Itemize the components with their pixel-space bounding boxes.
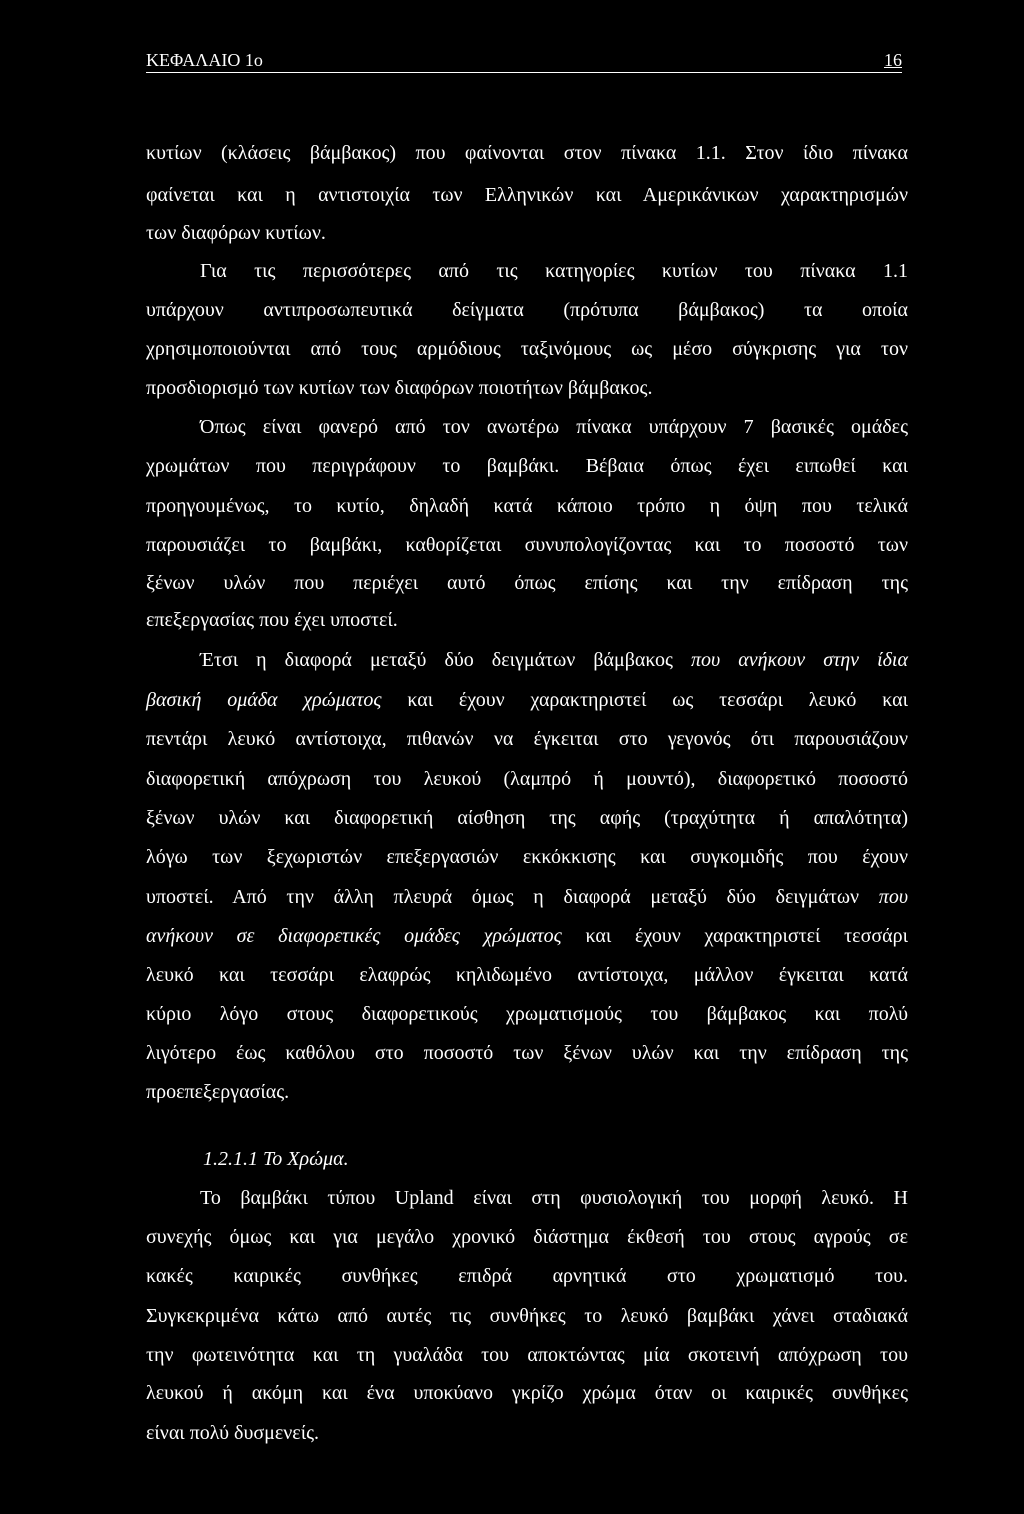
text-line: υπάρχουν αντιπροσωπευτικά δείγματα (πρότυπα βάμβακος) τα οποία xyxy=(146,299,908,321)
text-line: Έτσι η διαφορά μεταξύ δύο δειγμάτων βάμβακος που ανήκουν στην ίδια xyxy=(200,649,908,671)
text-line: κυτίων (κλάσεις βάμβακος) που φαίνονται στον πίνακα 1.1. Στον ίδιο πίνακα xyxy=(146,142,908,164)
text-line: παρουσιάζει το βαμβάκι, καθορίζεται συνυπολογίζοντας και το ποσοστό των xyxy=(146,534,908,556)
text-line: βασική ομάδα χρώματος και έχουν χαρακτηριστεί ως τεσσάρι λευκό και xyxy=(146,689,908,711)
text-line: φαίνεται και η αντιστοιχία των Ελληνικών και Αμερικάνικων χαρακτηρισμών xyxy=(146,184,908,206)
text-line: είναι πολύ δυσμενείς. xyxy=(146,1422,319,1444)
text-line: διαφορετική απόχρωση του λευκού (λαμπρό ή μουντό), διαφορετικό ποσοστό xyxy=(146,768,908,790)
text-line: Για τις περισσότερες από τις κατηγορίες κυτίων του πίνακα 1.1 xyxy=(200,260,908,282)
text-line: Όπως είναι φανερό από τον ανωτέρω πίνακα υπάρχουν 7 βασικές ομάδες xyxy=(200,416,908,438)
text-line: ξένων υλών που περιέχει αυτό όπως επίσης και την επίδραση της xyxy=(146,572,908,594)
text-line: κύριο λόγο στους διαφορετικούς χρωματισμούς του βάμβακος και πολύ xyxy=(146,1003,908,1025)
chapter-title: ΚΕΦΑΛΑΙΟ 1ο xyxy=(146,50,263,70)
text-line: επεξεργασίας που έχει υποστεί. xyxy=(146,609,398,631)
text-line: των διαφόρων κυτίων. xyxy=(146,222,326,244)
text-line: ξένων υλών και διαφορετική αίσθηση της αφής (τραχύτητα ή απαλότητα) xyxy=(146,807,908,829)
italic-phrase: βασική ομάδα χρώματος xyxy=(146,689,382,711)
text-line: Το βαμβάκι τύπου Upland είναι στη φυσιολογική του μορφή λευκό. Η xyxy=(200,1187,908,1209)
text-line: υποστεί. Από την άλλη πλευρά όμως η διαφορά μεταξύ δύο δειγμάτων που xyxy=(146,886,908,908)
text-line: χρωμάτων που περιγράφουν το βαμβάκι. Βέβαια όπως έχει ειπωθεί και xyxy=(146,455,908,477)
page-header xyxy=(146,48,902,73)
text-line: συνεχής όμως και για μεγάλο χρονικό διάστημα έκθεσή του στους αγρούς σε xyxy=(146,1226,908,1248)
page-number: 16 xyxy=(884,50,902,70)
text-line: την φωτεινότητα και τη γυαλάδα του αποκτώντας μία σκοτεινή απόχρωση του xyxy=(146,1344,908,1366)
text-line: πεντάρι λευκό αντίστοιχα, πιθανών να έγκειται στο γεγονός ότι παρουσιάζουν xyxy=(146,728,908,750)
text-line: προεπεξεργασίας. xyxy=(146,1081,290,1103)
italic-phrase: ανήκουν σε διαφορετικές ομάδες χρώματος xyxy=(146,925,562,947)
text-line: χρησιμοποιούνται από τους αρμόδιους ταξινόμους ως μέσο σύγκρισης για τον xyxy=(146,338,908,360)
text-line: λευκό και τεσσάρι ελαφρώς κηλιδωμένο αντίστοιχα, μάλλον έγκειται κατά xyxy=(146,964,908,986)
text-line: λόγω των ξεχωριστών επεξεργασιών εκκόκκισης και συγκομιδής που έχουν xyxy=(146,846,908,868)
text-line: προσδιορισμό των κυτίων των διαφόρων ποιοτήτων βάμβακος. xyxy=(146,377,653,399)
text-line: λευκού ή ακόμη και ένα υποκύανο γκρίζο χρώμα όταν οι καιρικές συνθήκες xyxy=(146,1382,908,1404)
text-line: κακές καιρικές συνθήκες επιδρά αρνητικά στο χρωματισμό του. xyxy=(146,1265,908,1287)
text-line: προηγουμένως, το κυτίο, δηλαδή κατά κάποιο τρόπο η όψη που τελικά xyxy=(146,495,908,517)
italic-phrase: που xyxy=(878,886,908,908)
section-heading: 1.2.1.1 Το Χρώμα. xyxy=(203,1148,349,1170)
text-line: Συγκεκριμένα κάτω από αυτές τις συνθήκες το λευκό βαμβάκι χάνει σταδιακά xyxy=(146,1305,908,1327)
italic-phrase: που ανήκουν στην ίδια xyxy=(690,649,908,671)
text-line: λιγότερο έως καθόλου στο ποσοστό των ξένων υλών και την επίδραση της xyxy=(146,1042,908,1064)
text-line: ανήκουν σε διαφορετικές ομάδες χρώματος και έχουν χαρακτηριστεί τεσσάρι xyxy=(146,925,908,947)
